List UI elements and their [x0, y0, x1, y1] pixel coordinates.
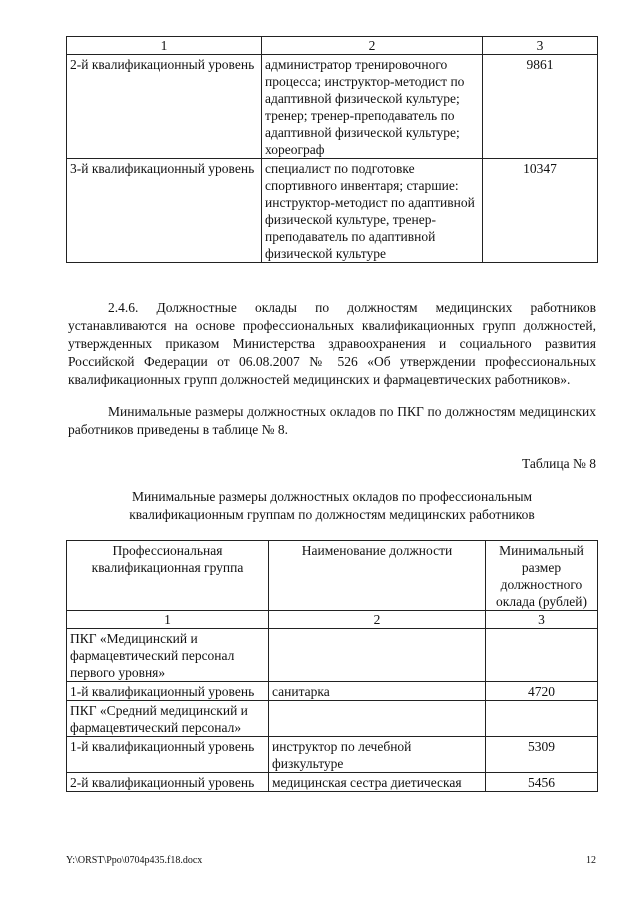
salary-cell: 4720 — [486, 682, 598, 701]
salary-table-8 — [66, 540, 598, 792]
qualification-level-cell: 2-й квалификационный уровень — [67, 773, 269, 792]
table-row — [67, 629, 598, 682]
positions-cell: медицинская сестра диетическая — [269, 773, 486, 792]
table-caption-line-2: квалификационным группам по должностям медицинских работников — [129, 507, 535, 522]
positions-cell — [269, 629, 486, 682]
header-min-salary: Минимальный размер должностного оклада (рублей) — [486, 541, 598, 611]
table-row — [67, 682, 598, 701]
positions-cell: специалист по подготовке спортивного инвентаря; старшие: инструктор-методист по адаптивной физической культуре, тренер-преподаватель по адаптивной физической культуре — [262, 159, 483, 263]
paragraph-2-4-6: 2.4.6. Должностные оклады по должностям медицинских работников устанавливаются на основе профессиональных квалификационных групп должностей, утвержденных приказом Министерства здравоохранения и социального развития Российской Федерации от 06.08.2007 № 526 «Об утверждении профессиональных квалификационных групп должностей медицинских и фармацевтических работников». — [68, 300, 596, 387]
footer-page-number: 12 — [586, 855, 596, 866]
qualification-group-cell: ПКГ «Средний медицинский и фармацевтический персонал» — [67, 701, 269, 737]
salary-cell — [486, 629, 598, 682]
header-position-name: Наименование должности — [269, 541, 486, 611]
header-qualification-group: Профессиональная квалификационная группа — [67, 541, 269, 611]
salary-cell: 10347 — [483, 159, 598, 263]
table-row — [67, 159, 598, 263]
column-number: 2 — [262, 37, 483, 55]
salary-cell: 5456 — [486, 773, 598, 792]
positions-cell: инструктор по лечебной физкультуре — [269, 737, 486, 773]
positions-cell: администратор тренировочного процесса; инструктор-методист по адаптивной физической культуре; тренер; тренер-преподаватель по адаптивной физической культуре; хореограф — [262, 55, 483, 159]
salary-cell — [486, 701, 598, 737]
positions-cell — [269, 701, 486, 737]
table-row — [67, 55, 598, 159]
table-row — [67, 701, 598, 737]
positions-cell: санитарка — [269, 682, 486, 701]
table-header-row — [67, 541, 598, 611]
column-number: 2 — [269, 611, 486, 629]
table-caption-line-1: Минимальные размеры должностных окладов по профессиональным — [131, 489, 533, 504]
column-number: 3 — [486, 611, 598, 629]
qualification-level-cell: 2-й квалификационный уровень — [67, 55, 262, 159]
qualification-table-continued — [66, 36, 598, 263]
qualification-level-cell: 1-й квалификационный уровень — [67, 682, 269, 701]
qualification-level-cell: 3-й квалификационный уровень — [67, 159, 262, 263]
salary-cell: 9861 — [483, 55, 598, 159]
column-number: 3 — [483, 37, 598, 55]
footer-file-path: Y:\ORST\Ppo\0704p435.f18.docx — [66, 855, 203, 866]
table-number-label: Таблица № 8 — [522, 456, 596, 471]
column-number-row — [67, 611, 598, 629]
qualification-level-cell: 1-й квалификационный уровень — [67, 737, 269, 773]
paragraph-table-reference: Минимальные размеры должностных окладов по ПКГ по должностям медицинских работников приведены в таблице № 8. — [68, 404, 596, 437]
table-row — [67, 773, 598, 792]
salary-cell: 5309 — [486, 737, 598, 773]
qualification-group-cell: ПКГ «Медицинский и фармацевтический персонал первого уровня» — [67, 629, 269, 682]
column-number: 1 — [67, 37, 262, 55]
table-row — [67, 737, 598, 773]
column-number-row — [67, 37, 598, 55]
column-number: 1 — [67, 611, 269, 629]
